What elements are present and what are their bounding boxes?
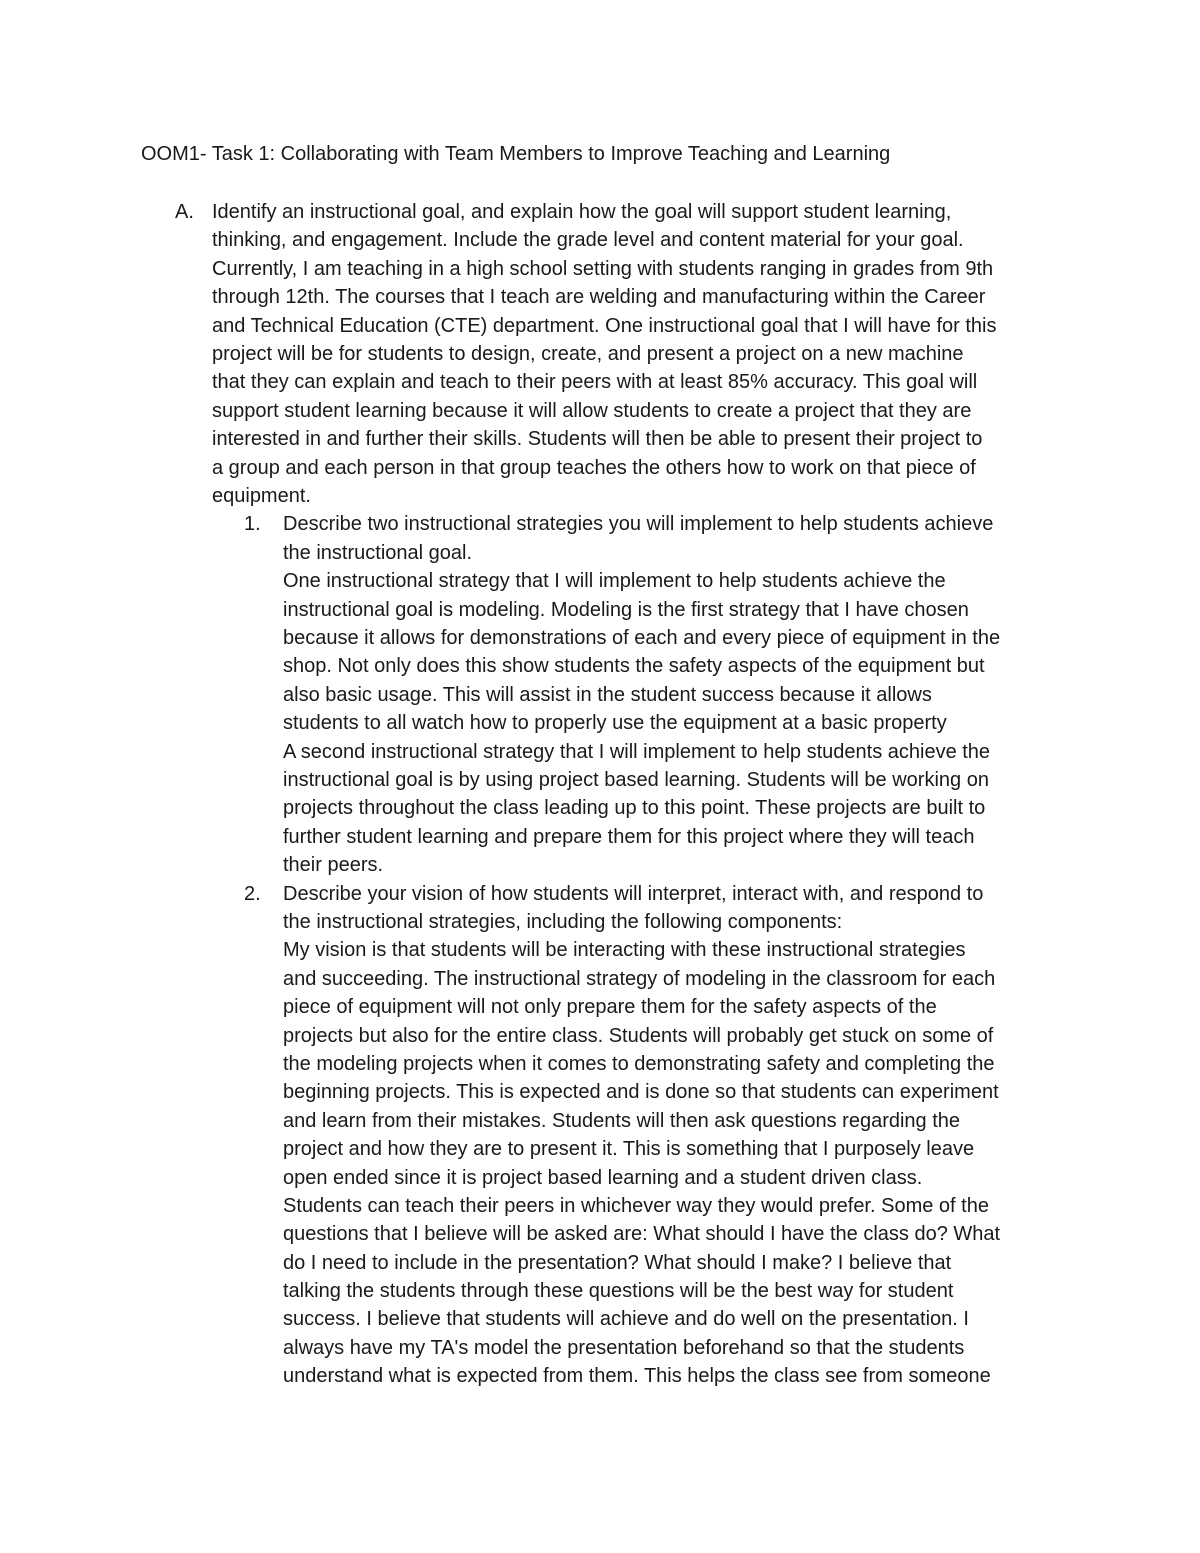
item-1-line: students to all watch how to properly use the equipment at a basic property bbox=[283, 712, 947, 735]
item-2-line: talking the students through these questions will be the best way for student bbox=[283, 1280, 954, 1303]
item-1-line: their peers. bbox=[283, 854, 384, 877]
item-1-line: instructional goal is by using project based learning. Students will be working on bbox=[283, 768, 989, 791]
item-2-line: the modeling projects when it comes to demonstrating safety and completing the bbox=[283, 1052, 995, 1075]
section-a-line: interested in and further their skills. Students will then be able to present their project to bbox=[212, 428, 983, 451]
document-title: OOM1- Task 1: Collaborating with Team Members to Improve Teaching and Learning bbox=[141, 143, 891, 165]
section-a-marker: A. bbox=[175, 201, 194, 223]
item-1-line: instructional goal is modeling. Modeling is the first strategy that I have chosen bbox=[283, 598, 969, 621]
section-a-line: through 12th. The courses that I teach are welding and manufacturing within the Career bbox=[212, 286, 986, 309]
item-2-line: understand what is expected from them. This helps the class see from someone bbox=[283, 1365, 991, 1388]
item-2-line: projects but also for the entire class. Students will probably get stuck on some of bbox=[283, 1024, 994, 1047]
item-1-line: further student learning and prepare them for this project where they will teach bbox=[283, 825, 975, 848]
section-a-line: Currently, I am teaching in a high school setting with students ranging in grades from 9th bbox=[212, 257, 994, 280]
item-1-line: One instructional strategy that I will implement to help students achieve the bbox=[283, 570, 946, 593]
section-a-line: Identify an instructional goal, and explain how the goal will support student learning, bbox=[212, 201, 952, 223]
item-1-line: the instructional goal. bbox=[283, 541, 473, 564]
item-2-line: success. I believe that students will achieve and do well on the presentation. I bbox=[283, 1308, 969, 1331]
item-1-line: A second instructional strategy that I will implement to help students achieve the bbox=[283, 740, 991, 763]
item-2-line: do I need to include in the presentation? What should I make? I believe that bbox=[283, 1251, 952, 1274]
item-2-line: project and how they are to present it. This is something that I purposely leave bbox=[283, 1138, 975, 1161]
item-1-line: because it allows for demonstrations of each and every piece of equipment in the bbox=[283, 626, 1001, 649]
section-a-line: project will be for students to design, create, and present a project on a new machine bbox=[212, 342, 964, 365]
item-2-line: Describe your vision of how students will interpret, interact with, and respond to bbox=[283, 882, 984, 905]
item-2-line: and succeeding. The instructional strategy of modeling in the classroom for each bbox=[283, 967, 996, 990]
item-1-line: shop. Not only does this show students the safety aspects of the equipment but bbox=[283, 655, 985, 678]
item-2-line: piece of equipment will not only prepare them for the safety aspects of the bbox=[283, 996, 937, 1019]
section-a-line: and Technical Education (CTE) department. One instructional goal that I will have for this bbox=[212, 314, 997, 337]
section-a-line: support student learning because it will allow students to create a project that they are bbox=[212, 399, 972, 422]
item-2-marker: 2. bbox=[244, 882, 261, 905]
section-a-line: equipment. bbox=[212, 484, 311, 507]
section-a-body bbox=[212, 198, 1062, 510]
item-2-line: Students can teach their peers in whichever way they would prefer. Some of the bbox=[283, 1194, 989, 1217]
item-2-line: My vision is that students will be interacting with these instructional strategies bbox=[283, 939, 966, 962]
item-1-line: Describe two instructional strategies you will implement to help students achieve bbox=[283, 513, 994, 536]
section-a-line: a group and each person in that group teaches the others how to work on that piece of bbox=[212, 456, 976, 479]
item-2-line: questions that I believe will be asked are: What should I have the class do? What bbox=[283, 1223, 1001, 1246]
item-2-line: beginning projects. This is expected and is done so that students can experiment bbox=[283, 1081, 999, 1104]
item-2-line: always have my TA's model the presentation beforehand so that the students bbox=[283, 1336, 965, 1359]
item-1-body bbox=[283, 510, 1063, 879]
item-2-line: the instructional strategies, including the following components: bbox=[283, 910, 843, 933]
section-a-line: thinking, and engagement. Include the grade level and content material for your goal. bbox=[212, 229, 964, 252]
item-2-body bbox=[283, 880, 1063, 1391]
item-1-line: projects throughout the class leading up to this point. These projects are built to bbox=[283, 797, 986, 820]
item-2-line: and learn from their mistakes. Students will then ask questions regarding the bbox=[283, 1109, 961, 1132]
item-2-line: open ended since it is project based learning and a student driven class. bbox=[283, 1166, 923, 1189]
item-1-marker: 1. bbox=[244, 513, 261, 536]
item-1-line: also basic usage. This will assist in the student success because it allows bbox=[283, 683, 932, 706]
section-a-line: that they can explain and teach to their peers with at least 85% accuracy. This goal will bbox=[212, 371, 978, 394]
